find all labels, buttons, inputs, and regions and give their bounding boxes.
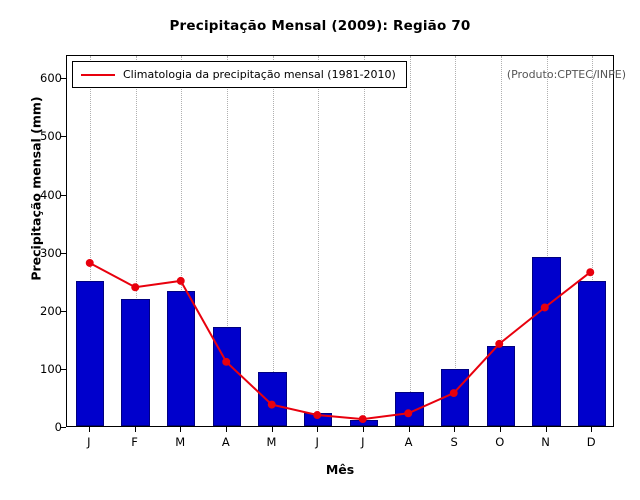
x-tick-mark xyxy=(591,427,592,432)
climatology-line-series xyxy=(67,56,613,426)
x-axis-ticks xyxy=(66,427,614,457)
y-tick-label: 500 xyxy=(40,129,62,144)
y-tick-label: 400 xyxy=(40,187,62,202)
line-marker xyxy=(268,401,276,409)
x-tick-mark xyxy=(180,427,181,432)
x-tick-label: A xyxy=(404,435,413,449)
legend-entry-label: Climatologia da precipitação mensal (1981-2010) xyxy=(123,68,396,81)
line-marker xyxy=(495,340,503,348)
y-tick-label: 200 xyxy=(40,303,62,318)
y-axis-label: Precipitação mensal (mm) xyxy=(28,96,44,281)
x-tick-label: J xyxy=(315,435,319,449)
producer-annotation: (Produto:CPTEC/INPE) xyxy=(506,68,626,81)
x-tick-mark xyxy=(135,427,136,432)
x-tick-label: D xyxy=(586,435,596,449)
x-tick-mark xyxy=(317,427,318,432)
x-tick-label: S xyxy=(450,435,458,449)
x-tick-mark xyxy=(546,427,547,432)
y-tick-label: 100 xyxy=(40,361,62,376)
y-tick-label: 300 xyxy=(40,245,62,260)
x-tick-label: J xyxy=(361,435,365,449)
line-marker xyxy=(131,283,139,291)
line-marker xyxy=(359,415,367,423)
line-marker xyxy=(404,409,412,417)
y-axis-tick-labels xyxy=(16,55,62,434)
x-tick-mark xyxy=(500,427,501,432)
line-marker xyxy=(222,358,230,366)
x-axis-label: Mês xyxy=(325,462,355,477)
y-tick-label: 600 xyxy=(40,71,62,86)
x-tick-mark xyxy=(89,427,90,432)
line-marker xyxy=(86,259,94,267)
x-tick-label: J xyxy=(87,435,91,449)
y-tick-label: 0 xyxy=(54,420,62,434)
x-tick-label: O xyxy=(495,435,505,449)
chart-title: Precipitação Mensal (2009): Região 70 xyxy=(169,18,471,34)
line-marker xyxy=(541,304,549,312)
line-marker xyxy=(313,411,321,419)
x-tick-label: F xyxy=(131,435,138,449)
x-tick-mark xyxy=(272,427,273,432)
x-tick-mark xyxy=(454,427,455,432)
x-tick-label: N xyxy=(541,435,550,449)
x-tick-label: M xyxy=(266,435,277,449)
line-marker xyxy=(586,268,594,276)
x-tick-label: M xyxy=(175,435,186,449)
legend-line-swatch xyxy=(81,74,115,76)
x-tick-mark xyxy=(409,427,410,432)
x-tick-label: A xyxy=(221,435,230,449)
line-marker xyxy=(450,389,458,397)
chart-legend xyxy=(72,61,407,88)
line-marker xyxy=(177,277,185,285)
x-tick-mark xyxy=(363,427,364,432)
x-tick-mark xyxy=(226,427,227,432)
plot-area xyxy=(66,55,614,427)
